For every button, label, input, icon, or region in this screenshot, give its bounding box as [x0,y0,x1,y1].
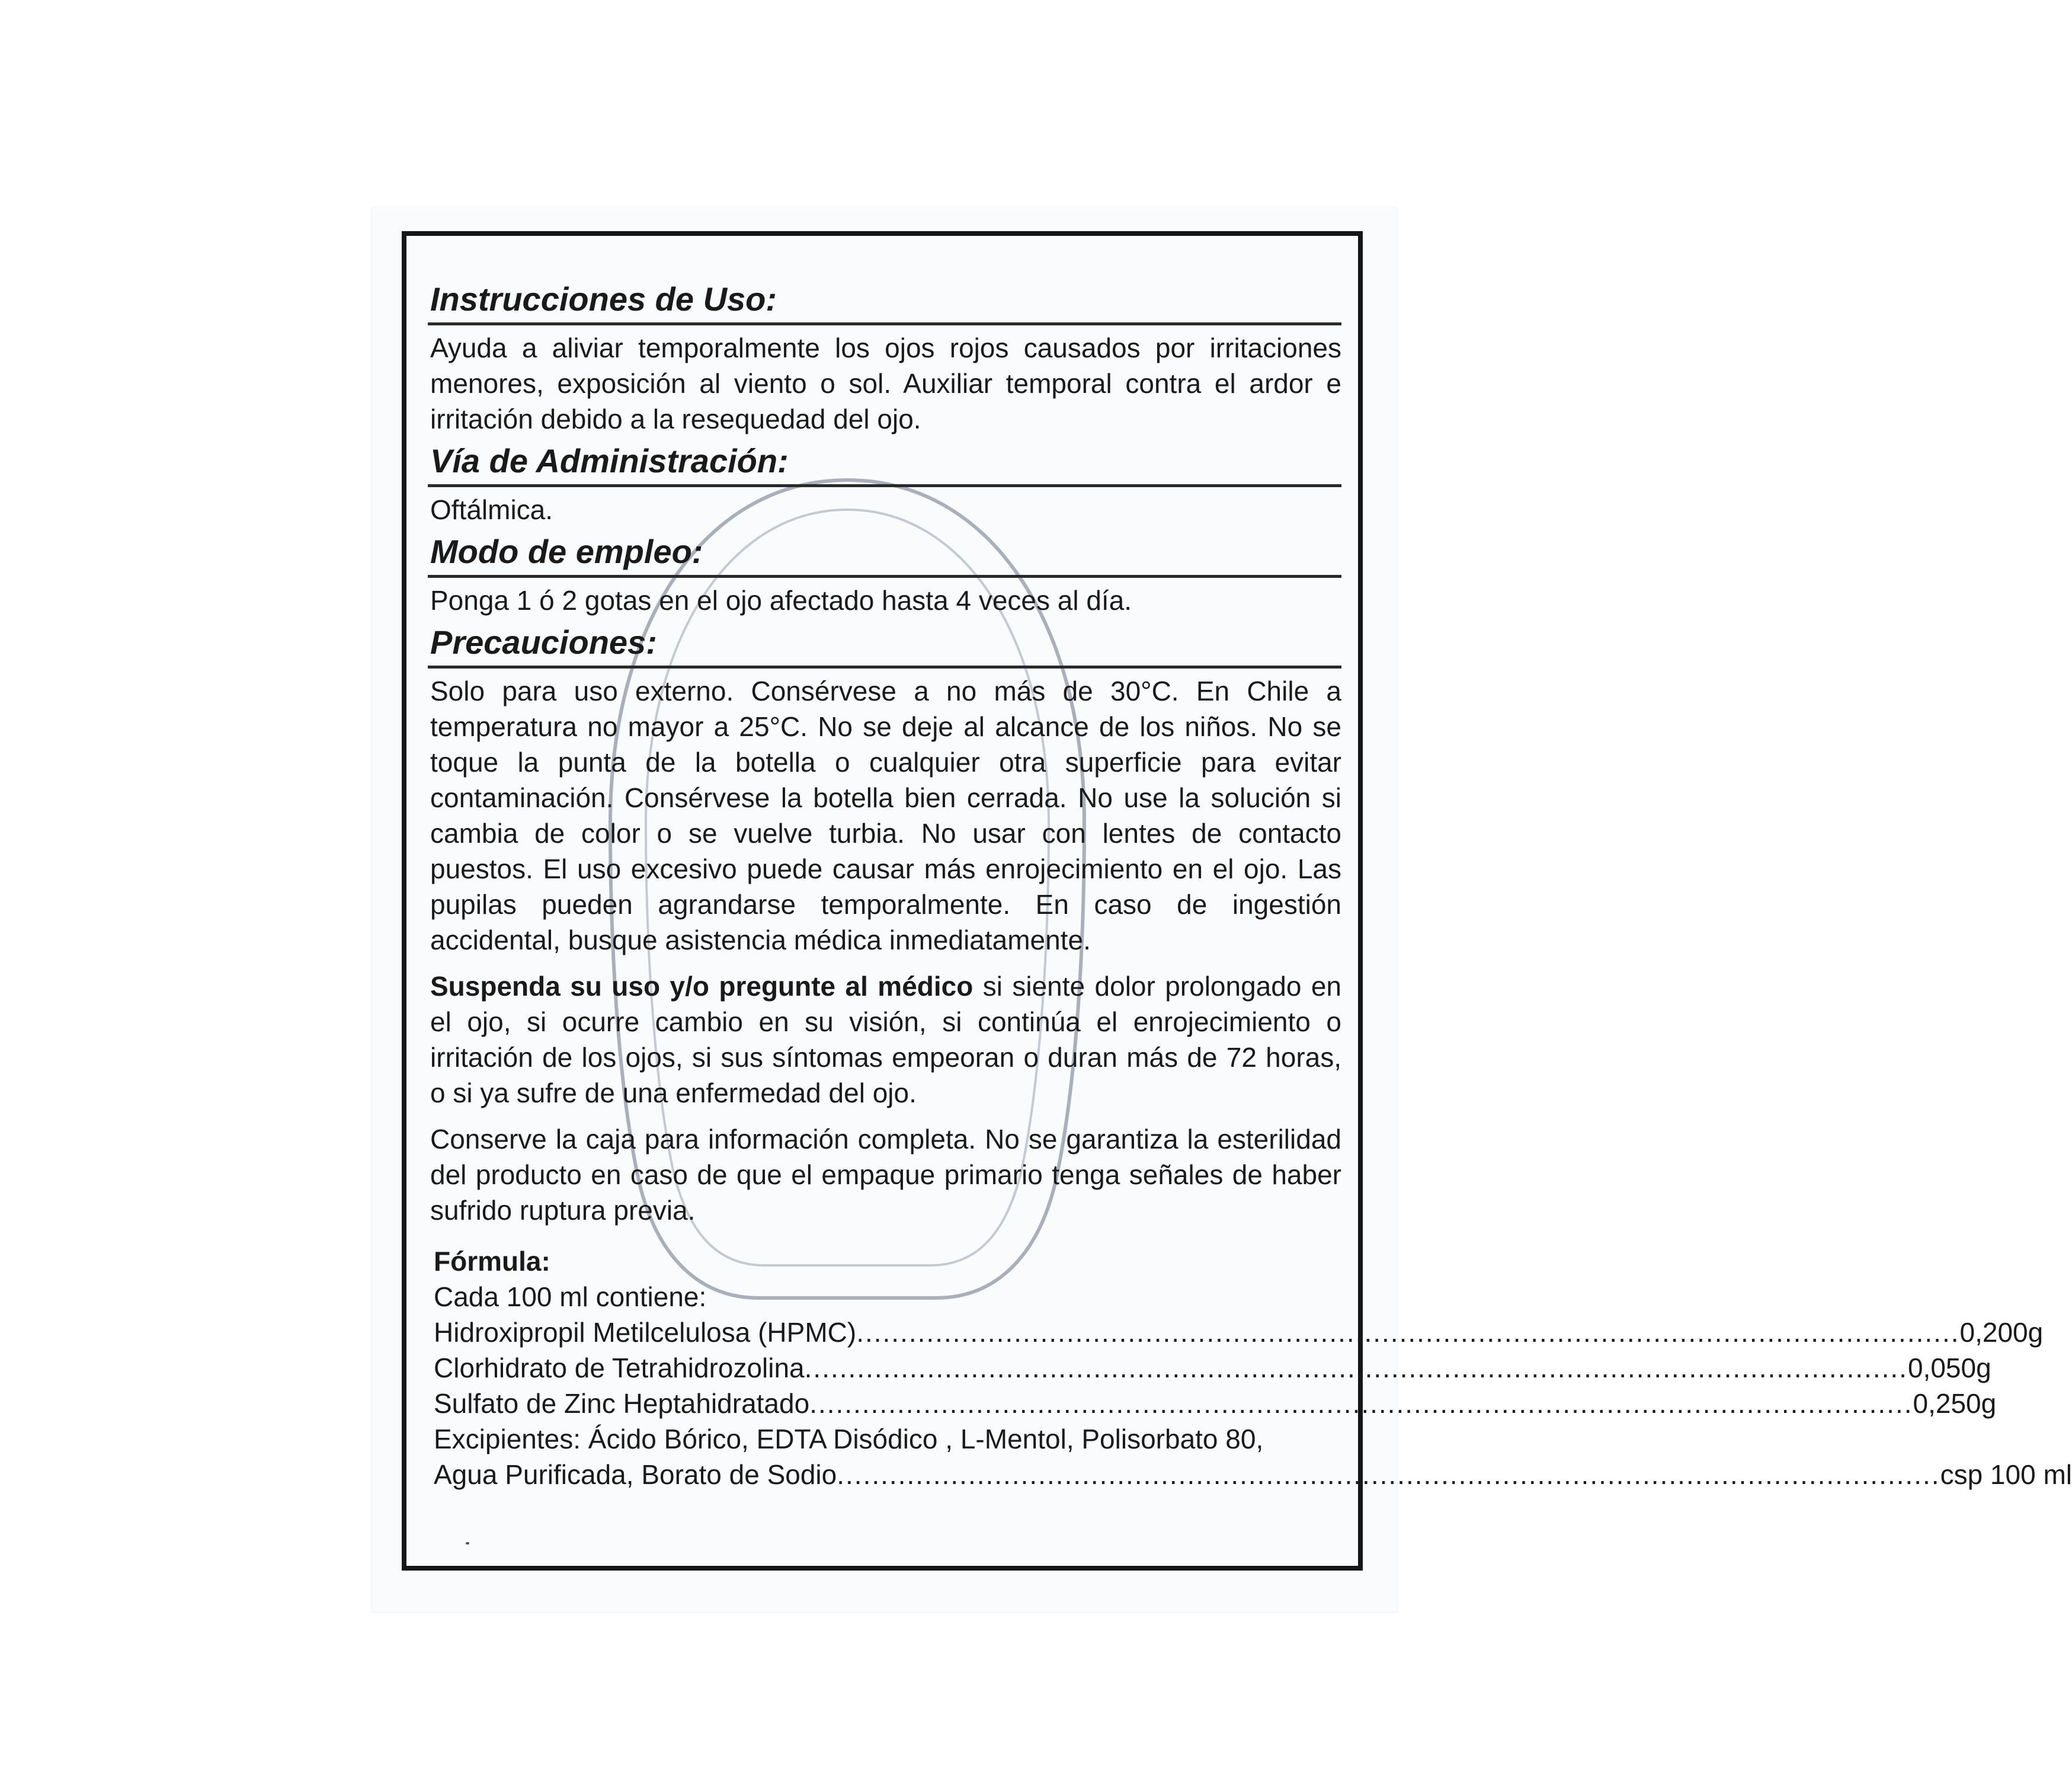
ingredient-name: Hidroxipropil Metilcelulosa (HPMC) [434,1317,857,1348]
excipients-line-1: Excipientes: Ácido Bórico, EDTA Disódico , L-Mentol, Polisorbato 80, [434,1424,1264,1454]
ingredient-qty: 0,250g [1913,1388,1997,1419]
excipients-qty: csp 100 ml [1940,1459,2072,1490]
leader-dots: .............................................................................................................................. [856,1317,1960,1348]
leader-dots: .............................................................................................................................. [809,1388,1913,1419]
modo-text: Ponga 1 ó 2 gotas en el ojo afectado hasta 4 veces al día. [430,585,1132,616]
label-content [428,279,2072,1492]
ingredient-qty: 0,200g [1959,1317,2044,1348]
suspenda-rest-text: si siente dolor prolongado en el ojo, si ocurre cambio en su visión, si continúa el enrojecimiento o irritación de los ojos, si sus síntomas empeoran o duran más de 72 horas, o si ya sufre de una enfermedad del ojo. [430,971,1341,1108]
instrucciones-text: Ayuda a aliviar temporalmente los ojos rojos causados por irritaciones menores, exposición al viento o sol. Auxiliar temporal contra el ardor e irritación debido a la resequedad del ojo. [430,332,1341,434]
formula-title: Fórmula: [434,1246,550,1277]
leader-dots: .............................................................................................................................. [804,1352,1908,1383]
precauciones-heading: Precauciones: [428,622,1341,669]
suspenda-paragraph [428,968,1341,1111]
precauciones-text: Solo para uso externo. Consérvese a no más de 30°C. En Chile a temperatura no mayor a 25°C. No se deje al alcance de los niños. No se toque la punta de la botella o cualquier otra superficie para evitar contaminación. Consérvese la botella bien cerrada. No use la solución si cambia de color o se vuelve turbia. No usar con lentes de contacto puestos. El uso excesivo puede causar más enrojecimiento en el ojo. Las pupilas pueden agrandarse temporalmente. En caso de ingestión accidental, busque asistencia médica inmediatamente. [430,676,1341,955]
excipients-line-2 [428,1457,2072,1492]
via-heading: Vía de Administración: [428,440,1341,487]
instrucciones-heading: Instrucciones de Uso: [428,279,1341,325]
conserve-paragraph: Conserve la caja para información completa. No se garantiza la esterilidad del producto en caso de que el empaque primario tenga señales de haber sufrido ruptura previa. [430,1124,1341,1226]
ingredient-line [428,1386,1997,1421]
via-text: Oftálmica. [430,494,553,525]
ingredient-line [428,1315,2044,1350]
excipients-name: Agua Purificada, Borato de Sodio [434,1459,837,1490]
formula-intro: Cada 100 ml contiene: [434,1281,707,1312]
print-speck [466,1542,469,1544]
leader-dots: .............................................................................................................................. [837,1459,1940,1490]
ingredient-name: Clorhidrato de Tetrahidrozolina [434,1352,805,1383]
ingredient-qty: 0,050g [1907,1352,1991,1383]
suspenda-bold-text: Suspenda su uso y/o pregunte al médico [430,971,973,1002]
modo-heading: Modo de empleo: [428,531,1341,578]
ingredient-name: Sulfato de Zinc Heptahidratado [434,1388,810,1419]
ingredient-line [428,1350,1991,1386]
